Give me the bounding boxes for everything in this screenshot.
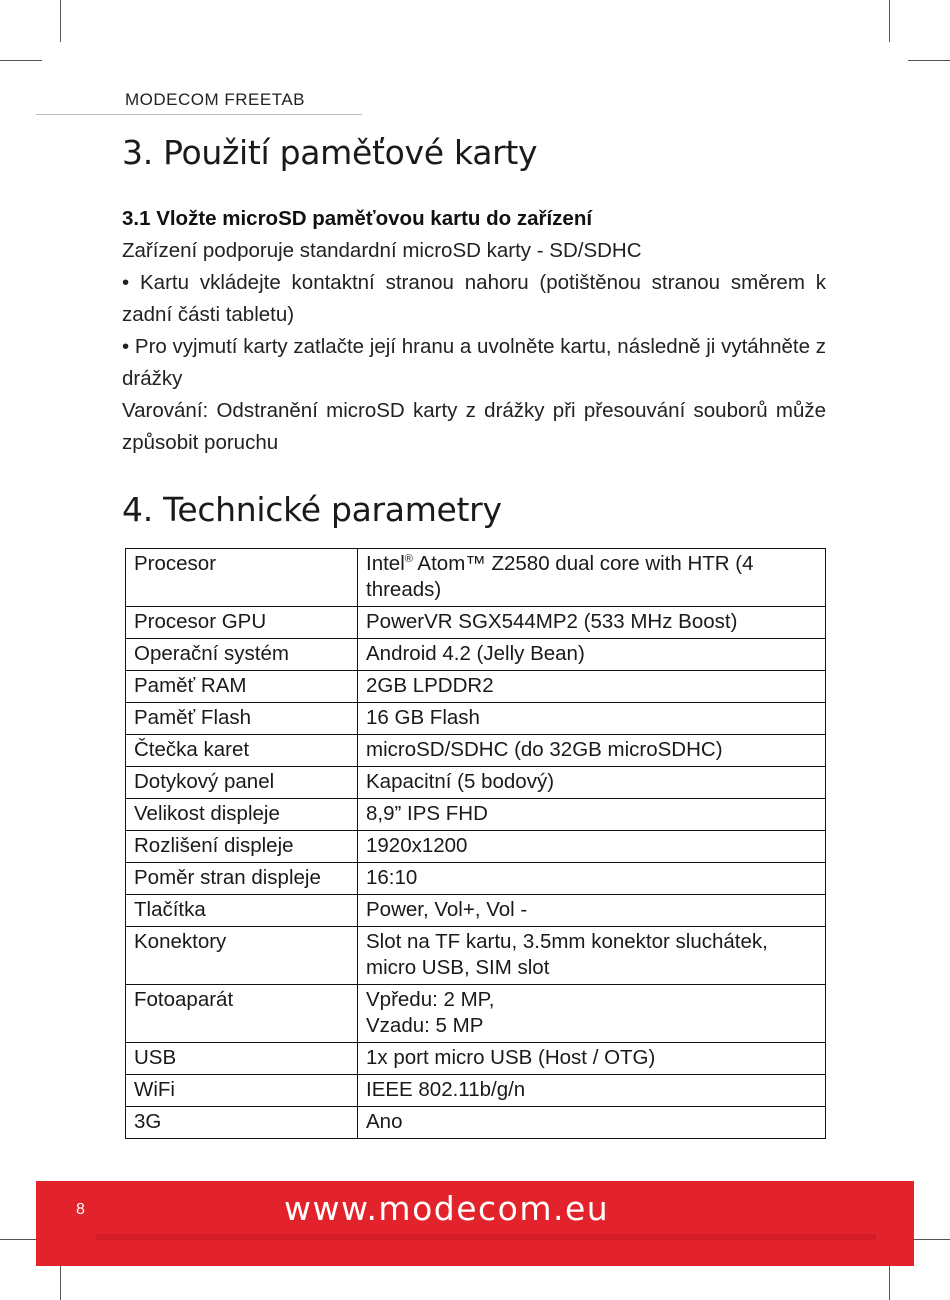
spec-label: Konektory [126,927,358,985]
bullet-paragraph: • Kartu vkládejte kontaktní stranou nahoru (potištěnou stranou směrem k zadní části tabletu) [122,271,826,326]
spec-value: Power, Vol+, Vol - [358,895,826,927]
table-row [126,1075,826,1107]
bullet-paragraph: • Pro vyjmutí karty zatlačte její hranu a uvolněte kartu, následně ji vytáhněte z drážky [122,335,826,390]
section-3-heading: 3. Použití paměťové karty [122,133,538,172]
crop-mark [0,60,42,61]
paragraph: Zařízení podporuje standardní microSD karty - SD/SDHC [122,239,642,262]
table-row [126,703,826,735]
spec-label: WiFi [126,1075,358,1107]
spec-label: Tlačítka [126,895,358,927]
crop-mark [908,60,950,61]
subsection-heading: 3.1 Vložte microSD paměťovou kartu do zařízení [122,207,593,230]
spec-label: Procesor GPU [126,607,358,639]
spec-value: Slot na TF kartu, 3.5mm konektor sluchátek, micro USB, SIM slot [358,927,826,985]
spec-label: 3G [126,1107,358,1139]
spec-value: 8,9” IPS FHD [358,799,826,831]
spec-value: PowerVR SGX544MP2 (533 MHz Boost) [358,607,826,639]
section-4-heading: 4. Technické parametry [122,490,502,529]
spec-value: Vpředu: 2 MP, Vzadu: 5 MP [358,985,826,1043]
table-row [126,767,826,799]
spec-label: Paměť Flash [126,703,358,735]
spec-value: Ano [358,1107,826,1139]
spec-value: Kapacitní (5 bodový) [358,767,826,799]
spec-value: Intel® Atom™ Z2580 dual core with HTR (4 threads) [358,549,826,607]
table-row [126,985,826,1043]
running-header: MODECOM FREETAB [125,90,306,109]
crop-mark [60,0,61,42]
spec-label: Dotykový panel [126,767,358,799]
table-row [126,549,826,607]
spec-label: Velikost displeje [126,799,358,831]
table-row [126,607,826,639]
spec-value: 16 GB Flash [358,703,826,735]
crop-mark [889,0,890,42]
spec-value: 16:10 [358,863,826,895]
header-rule [36,114,362,115]
table-row [126,927,826,985]
spec-value: 1x port micro USB (Host / OTG) [358,1043,826,1075]
spec-label: Čtečka karet [126,735,358,767]
footer-decoration [96,1234,876,1240]
spec-label: Procesor [126,549,358,607]
crop-mark [908,1239,950,1240]
spec-label: Fotoaparát [126,985,358,1043]
spec-label: USB [126,1043,358,1075]
table-row [126,799,826,831]
table-row [126,1107,826,1139]
spec-table [125,548,826,1139]
table-row [126,831,826,863]
table-row [126,863,826,895]
warning-paragraph: Varování: Odstranění microSD karty z drážky při přesouvání souborů může způsobit poruchu [122,399,826,454]
spec-label: Paměť RAM [126,671,358,703]
spec-value: IEEE 802.11b/g/n [358,1075,826,1107]
page-number: 8 [76,1201,85,1218]
spec-label: Rozlišení displeje [126,831,358,863]
table-row [126,895,826,927]
table-row [126,735,826,767]
spec-value: 2GB LPDDR2 [358,671,826,703]
section-3-body [122,203,826,459]
spec-label: Operační systém [126,639,358,671]
spec-value: Android 4.2 (Jelly Bean) [358,639,826,671]
spec-value: microSD/SDHC (do 32GB microSDHC) [358,735,826,767]
table-row [126,671,826,703]
footer-bar [36,1181,914,1266]
table-row [126,1043,826,1075]
website-url: www.modecom.eu [284,1189,610,1228]
spec-label: Poměr stran displeje [126,863,358,895]
table-row [126,639,826,671]
spec-value: 1920x1200 [358,831,826,863]
